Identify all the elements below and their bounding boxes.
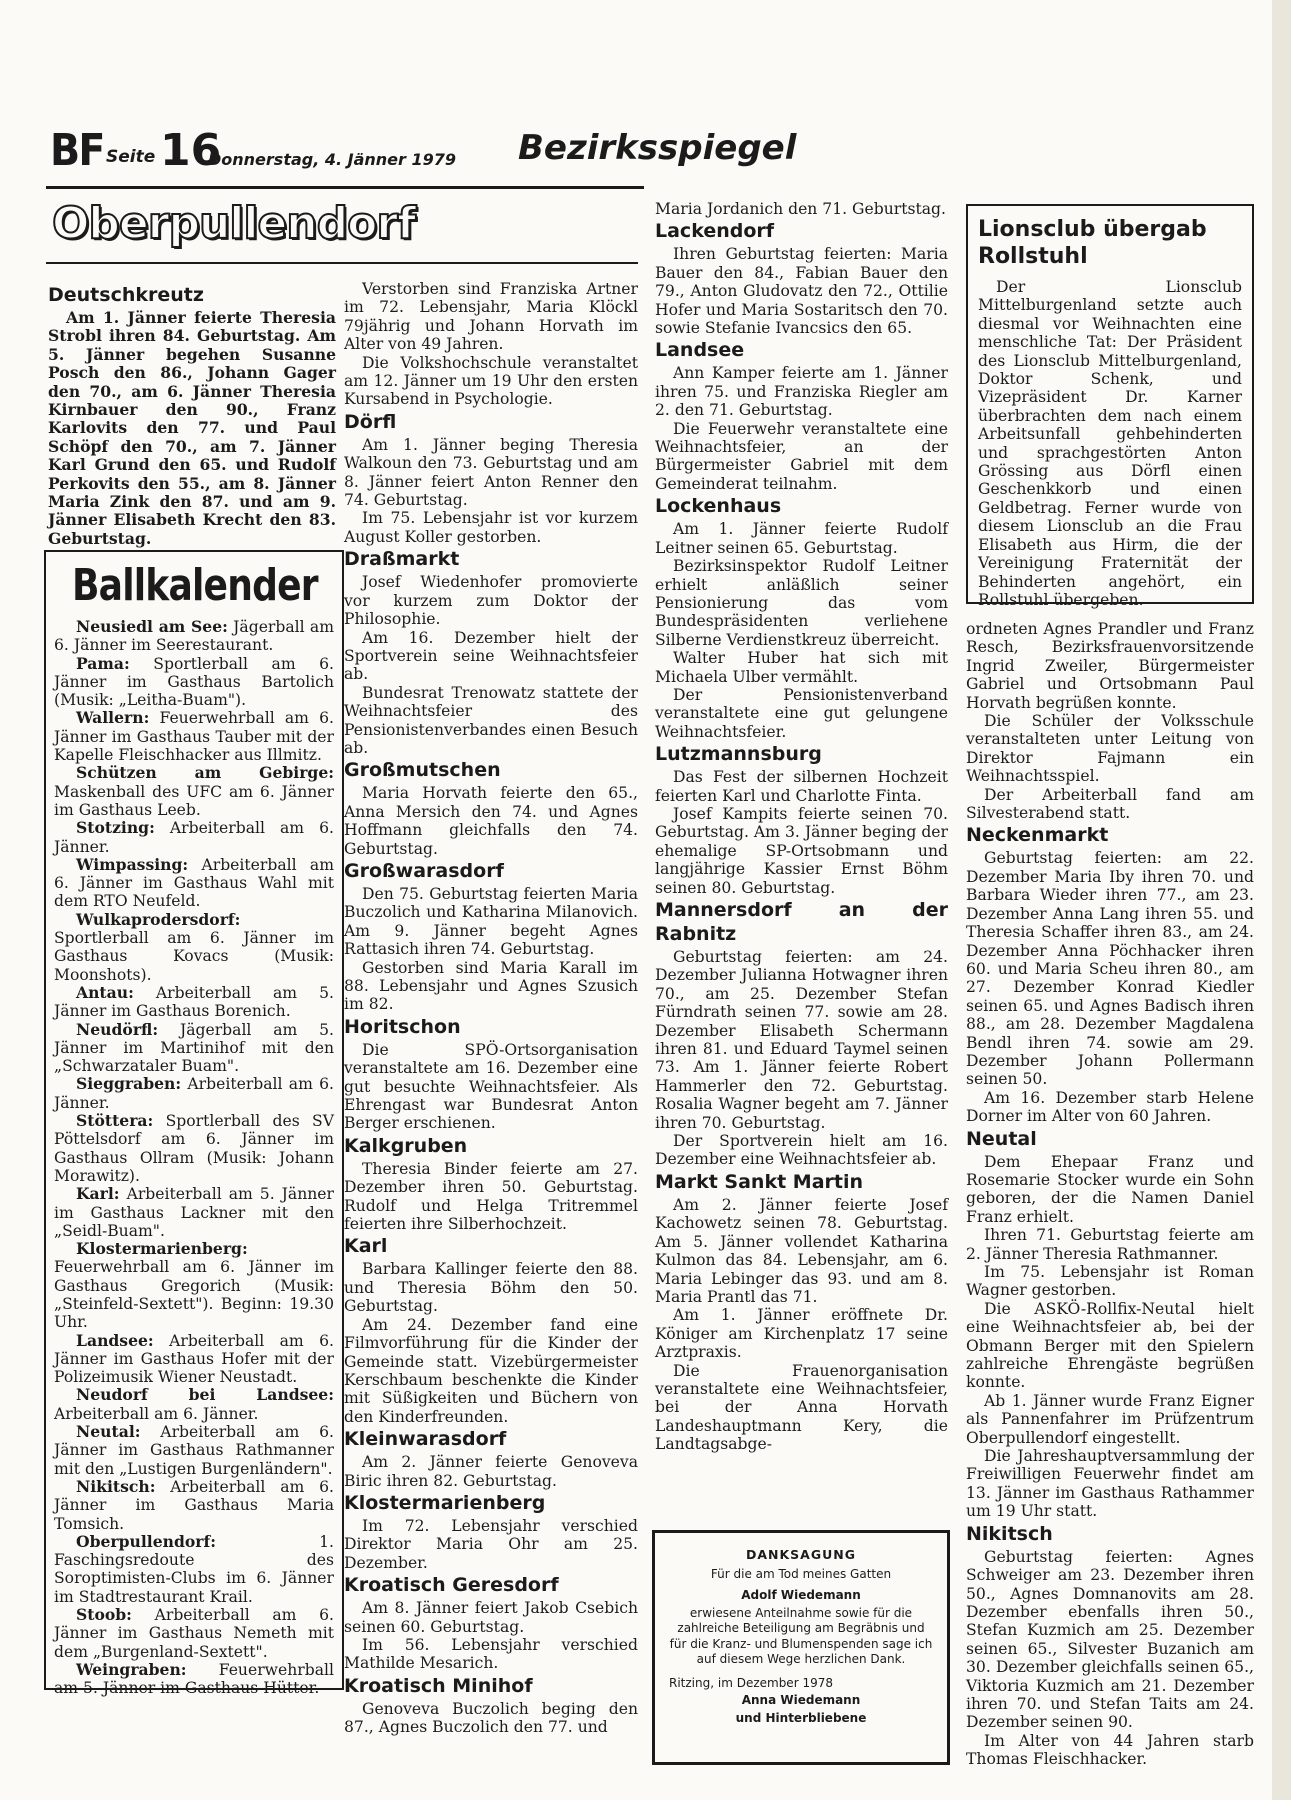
ballkalender-entry	[54, 1021, 334, 1076]
ballkalender-title: Ballkalender	[72, 560, 318, 611]
column-1-top	[48, 282, 336, 548]
heading-neutal: Neutal	[966, 1127, 1037, 1150]
ballkalender-details: Arbeiterball am 6. Jänner im Gasthaus Hofer mit der Polizeimusik Wiener Neustadt.	[54, 1331, 334, 1387]
paragraph: Im 75. Lebensjahr ist Roman Wagner gestorben.	[966, 1263, 1254, 1300]
ballkalender-entry	[54, 1661, 334, 1698]
paragraph: Die ASKÖ-Rollfix-Neutal hielt eine Weihnachtsfeier ab, bei der Obmann Berger mit den Spielern zahlreiche Ehrengäste begrüßen konnte.	[966, 1299, 1254, 1392]
paragraph: Am 8. Jänner feiert Jakob Csebich seinen 60. Geburtstag.	[344, 1599, 638, 1636]
lionsclub-title: Lionsclub übergab Rollstuhl	[978, 217, 1207, 269]
danksagung-line: Für die am Tod meines Gatten	[710, 1566, 892, 1581]
ballkalender-entry	[54, 1240, 334, 1331]
header-logo: BF	[50, 125, 104, 176]
ballkalender-place: Wallern:	[76, 708, 150, 728]
ballkalender-entry	[54, 764, 334, 819]
ballkalender-details: Feuerwehrball am 6. Jänner im Gasthaus Gregorich (Musik: „Steinfeld-Sextett"). Beginn: 19.30 Uhr.	[54, 1258, 334, 1332]
heading-horitschon: Horitschon	[344, 1015, 461, 1038]
paragraph: Im 56. Lebensjahr verschied Mathilde Mesarich.	[344, 1635, 638, 1673]
ballkalender-details: Sportlerball des SV Pöttelsdorf am 6. Jänner im Gasthaus Ollram (Musik: Johann Morawitz).	[54, 1112, 334, 1185]
paragraph: Im 75. Lebensjahr ist vor kurzem August Koller gestorben.	[344, 509, 638, 546]
header-page-number: 16	[160, 125, 222, 176]
column-2	[344, 280, 638, 1737]
heading-markt-sankt-martin: Markt Sankt Martin	[655, 1170, 864, 1193]
paragraph: Theresia Binder feierte am 27. Dezember ihren 50. Geburtstag. Rudolf und Helga Tritremmel feierten ihre Silberhochzeit.	[344, 1159, 638, 1234]
heading-drassmarkt: Draßmarkt	[344, 548, 460, 571]
paragraph: Das Fest der silbernen Hochzeit feierten Karl und Charlotte Finta.	[655, 768, 948, 805]
ballkalender-details: Sportlerball am 6. Jänner im Gasthaus Kovacs (Musik: Moonshots).	[54, 929, 334, 984]
paragraph: Die Volkshochschule veranstaltet am 12. Jänner um 19 Uhr den ersten Kursabend in Psychologie.	[344, 353, 638, 409]
heading-lackendorf: Lackendorf	[655, 220, 775, 243]
paragraph: Die Jahreshauptversammlung der Freiwilligen Feuerwehr findet am 13. Jänner im Gasthaus Rathammer um 19 Uhr statt.	[966, 1447, 1254, 1521]
ballkalender-entry	[54, 1606, 334, 1661]
ballkalender-details: Jägerball am 6. Jänner im Seerestaurant.	[54, 618, 334, 655]
ballkalender-place: Neudorf bei Landsee:	[76, 1385, 334, 1405]
heading-doerfl: Dörfl	[344, 410, 397, 433]
ballkalender-entry	[54, 1478, 334, 1533]
ballkalender-entry	[54, 1185, 334, 1240]
ballkalender-entry	[54, 819, 334, 856]
danksagung-title: DANKSAGUNG	[745, 1547, 856, 1562]
ballkalender-place: Neutal:	[76, 1422, 141, 1442]
paragraph: Geburtstag feierten: am 24. Dezember Julianna Hotwagner ihren 70., am 25. Dezember Stefan Fürndrath seinen 77. sowie am 28. Dezember Elisabeth Schermann ihren 81. und Eduard Taymel seinen 73. Am 1. Jänner feierte Robert Hammerler den 72. Geburtstag. Rosalia Wagner begeht am 7. Jänner ihren 70. Geburtstag.	[655, 948, 948, 1132]
ballkalender-place: Antau:	[76, 982, 134, 1002]
masthead-rule	[46, 262, 638, 264]
danksagung-signature: und Hinterbliebene	[735, 1710, 867, 1725]
paragraph: Gestorben sind Maria Karall im 88. Lebensjahr und Agnes Szusich im 82.	[344, 958, 638, 1014]
paragraph: Die SPÖ-Ortsorganisation veranstaltete am 16. Dezember eine gut besuchte Weihnachtsfeier. Als Ehrengast war Bundesrat Anton Berger erschienen.	[344, 1040, 638, 1133]
ballkalender-entry	[54, 618, 334, 655]
heading-klostermarienberg: Klostermarienberg	[344, 1491, 546, 1514]
paragraph: Ihren 71. Geburtstag feierte am 2. Jänner Theresia Rathmanner.	[966, 1226, 1254, 1263]
ballkalender-place: Neudörfl:	[76, 1019, 159, 1039]
danksagung-body: erwiesene Anteilnahme sowie für die zahlreiche Beteiligung am Begräbnis und für die Kranz- und Blumenspenden sage ich auf diesem Wege herzlichen Dank.	[669, 1605, 933, 1666]
ballkalender-place: Neusiedl am See:	[76, 617, 228, 636]
paragraph: Der Sportverein hielt am 16. Dezember eine Weihnachtsfeier ab.	[655, 1132, 948, 1169]
heading-kroatisch-geresdorf: Kroatisch Geresdorf	[344, 1574, 559, 1597]
ballkalender-details: 1. Faschingsredoute des Soroptimisten-Clubs im 6. Jänner im Stadtrestaurant Krail.	[54, 1532, 334, 1606]
page-edge	[1272, 0, 1291, 1800]
ballkalender-place: Wimpassing:	[76, 854, 189, 874]
ballkalender-entry	[54, 1423, 334, 1478]
paragraph: Dem Ehepaar Franz und Rosemarie Stocker wurde ein Sohn geboren, der die Namen Daniel Franz erhielt.	[966, 1152, 1254, 1226]
paragraph: Am 2. Jänner feierte Josef Kachowetz seinen 78. Geburtstag. Am 5. Jänner vollendet Katharina Kulmon das 84. Lebensjahr, am 6. Maria Lebinger das 93. und am 8. Maria Prantl das 71.	[655, 1195, 948, 1306]
heading-kleinwarasdorf: Kleinwarasdorf	[344, 1428, 507, 1451]
ballkalender-place: Klostermarienberg:	[76, 1239, 248, 1259]
paragraph: Den 75. Geburtstag feierten Maria Buczolich und Katharina Milanovich. Am 9. Jänner begeht Agnes Rattasich ihren 74. Geburtstag.	[344, 884, 638, 959]
ballkalender-details: Arbeiterball am 6. Jänner.	[54, 819, 334, 856]
paragraph: Bezirksinspektor Rudolf Leitner erhielt anläßlich seiner Pensionierung das vom Bundespräsidenten verliehene Silberne Verdienstkreuz überreicht.	[655, 557, 948, 649]
paragraph: Maria Horvath feierte den 65., Anna Mersich den 74. und Agnes Hoffmann gleichfalls den 74. Geburtstag.	[344, 784, 638, 858]
column-4	[966, 620, 1254, 1769]
heading-mannersdorf: Mannersdorf an der Rabnitz	[655, 899, 948, 945]
header-rule	[46, 186, 644, 189]
heading-nikitsch: Nikitsch	[966, 1522, 1053, 1545]
paragraph: Maria Jordanich den 71. Geburtstag.	[655, 200, 946, 218]
ballkalender-entry	[54, 984, 334, 1021]
danksagung-name: Adolf Wiedemann	[741, 1588, 861, 1602]
paragraph: ordneten Agnes Prandler und Franz Resch, Bezirksfrauenvorsitzende Ingrid Zweiler, Bürgermeister Gabriel und Ortsobmann Paul Horvath begrüßen konnte.	[966, 620, 1254, 712]
ballkalender-entry	[54, 1075, 334, 1112]
ballkalender-entry	[54, 1533, 334, 1606]
paragraph: Josef Wiedenhofer promovierte vor kurzem zum Doktor der Philosophie.	[344, 573, 638, 629]
paragraph: Am 1. Jänner feierte Rudolf Leitner seinen 65. Geburtstag.	[655, 520, 948, 557]
ballkalender-details: Arbeiterball am 6. Jänner im Gasthaus Rathmanner mit den „Lustigen Burgenländern".	[54, 1423, 334, 1478]
paragraph: Ab 1. Jänner wurde Franz Eigner als Pannenfahrer im Prüfzentrum Oberpullendorf eingestellt.	[966, 1391, 1254, 1447]
paragraph: Ann Kamper feierte am 1. Jänner ihren 75. und Franziska Riegler am 2. den 71. Geburtstag.	[655, 364, 948, 420]
header-section-title: Bezirksspiegel	[518, 128, 797, 168]
paragraph: Am 1. Jänner beging Theresia Walkoun den 73. Geburtstag und am 8. Jänner feiert Anton Renner den 74. Geburtstag.	[344, 435, 638, 510]
ballkalender-place: Weingraben:	[76, 1659, 187, 1679]
ballkalender-place: Wulkaprodersdorf:	[76, 909, 241, 929]
paragraph: Im 72. Lebensjahr verschied Direktor Maria Ohr am 25. Dezember.	[344, 1516, 638, 1572]
ballkalender-place: Karl:	[76, 1184, 120, 1204]
paragraph: Am 2. Jänner feierte Genoveva Biric ihren 82. Geburtstag.	[344, 1453, 638, 1490]
paragraph: Geburtstag feierten: am 22. Dezember Maria Iby ihren 70. und Barbara Wieder ihren 77., am 23. Dezember Anna Lang ihren 55. und Theresia Schaffer ihren 83., am 24. Dezember Anna Pöchhacker ihren 60. und Maria Scheu ihren 80., am 27. Dezember Konrad Kiedler seinen 65. und Agnes Badisch ihren 88., am 28. Dezember Magdalena Bendl ihren 74. sowie am 29. Dezember Johann Pollermann seinen 50.	[966, 849, 1254, 1089]
ballkalender-place: Stoob:	[76, 1605, 132, 1625]
paragraph: Geburtstag feierten: Agnes Schweiger am 23. Dezember ihren 50., Agnes Domnanovits am 28. Dezember ebenfalls ihren 50., Stefan Kuzmich am 25. Dezember seinen 65., Silvester Buzanich am 30. Dezember gleichfalls seinen 65., Viktoria Kuzmich am 21. Dezember ihren 70. und Stefan Taits am 24. Dezember seinen 90.	[966, 1547, 1254, 1732]
header-seite-label: Seite	[106, 147, 156, 167]
heading-neckenmarkt: Neckenmarkt	[966, 824, 1109, 847]
paragraph: Am 16. Dezember hielt der Sportverein seine Weihnachtsfeier ab.	[344, 628, 638, 684]
ballkalender-place: Sieggraben:	[76, 1074, 182, 1094]
article-deutschkreutz: Am 1. Jänner feierte Theresia Strobl ihren 84. Geburtstag. Am 5. Jänner begehen Susanne Posch den 86., Johann Gager den 70., am 6. Jänner Theresia Kirnbauer den 90., Franz Karlovits den 77. und Paul Schöpf den 70., am 7. Jänner Karl Grund den 65. und Rudolf Perkovits den 55., am 8. Jänner Maria Zink den 87. und am 9. Jänner Elisabeth Krecht den 83. Geburtstag.	[48, 308, 336, 548]
ballkalender-entry	[54, 1386, 334, 1423]
heading-kroatisch-minihof: Kroatisch Minihof	[344, 1674, 533, 1697]
ballkalender-details: Arbeiterball am 5. Jänner im Gasthaus Lackner mit den „Seidl-Buam".	[54, 1185, 334, 1240]
danksagung-signature: Anna Wiedemann	[741, 1693, 861, 1707]
ballkalender-details: Arbeiterball am 5. Jänner im Gasthaus Borenich.	[54, 983, 334, 1021]
paragraph: Die Frauenorganisation veranstaltete eine Weihnachtsfeier, bei der Anna Horvath Landeshauptmann Kery, die Landtagsabge-	[655, 1361, 948, 1454]
lionsclub-box	[966, 204, 1254, 609]
ballkalender-details: Feuerwehrball am 5. Jänner im Gasthaus Hütter.	[54, 1660, 334, 1698]
ballkalender-details: Maskenball des UFC am 6. Jänner im Gasthaus Leeb.	[54, 782, 334, 819]
ballkalender-place: Nikitsch:	[76, 1476, 156, 1496]
ballkalender-details: Feuerwehrball am 6. Jänner im Gasthaus Tauber mit der Kapelle Fleischhacker aus Illmitz.	[54, 709, 334, 765]
heading-kalkgruben: Kalkgruben	[344, 1134, 468, 1157]
heading-grosswarasdorf: Großwarasdorf	[344, 859, 504, 882]
ballkalender-entry	[54, 1112, 334, 1185]
ballkalender-entry	[54, 1332, 334, 1387]
ballkalender-place: Stöttera:	[76, 1111, 154, 1131]
ballkalender-place: Pama:	[76, 653, 130, 673]
heading-lutzmannsburg: Lutzmannsburg	[655, 743, 822, 766]
ballkalender-details: Arbeiterball am 6. Jänner im Gasthaus Wahl mit dem RTO Neufeld.	[54, 855, 334, 911]
paragraph: Im Alter von 44 Jahren starb Thomas Fleischhacker.	[966, 1731, 1254, 1769]
heading-landsee: Landsee	[655, 339, 745, 362]
ballkalender-place: Oberpullendorf:	[76, 1531, 216, 1551]
ballkalender-details: Arbeiterball am 6. Jänner im Gasthaus Nemeth mit dem „Burgenland-Sextett".	[54, 1606, 334, 1661]
ballkalender-place: Schützen am Gebirge:	[76, 763, 334, 783]
column-3	[655, 200, 948, 1454]
paragraph: Am 16. Dezember starb Helene Dorner im Alter von 60 Jahren.	[966, 1088, 1254, 1126]
ballkalender-details: Jägerball am 5. Jänner im Martinihof mit den „Schwarzataler Buam".	[54, 1020, 334, 1076]
ballkalender-entry	[54, 856, 334, 911]
ballkalender-place: Stotzing:	[76, 818, 155, 838]
paragraph: Am 24. Dezember fand eine Filmvorführung für die Kinder der Gemeinde statt. Vizebürgermeister Kerschbaum beschenkte die Kinder mit Süßigkeiten und Büchern von den Kinderfreunden.	[344, 1315, 638, 1426]
paragraph: Bundesrat Trenowatz stattete der Weihnachtsfeier des Pensionistenverbandes einen Besuch ab.	[344, 683, 638, 757]
ballkalender-entry	[54, 709, 334, 764]
ballkalender-entry	[54, 655, 334, 710]
ballkalender-place: Landsee:	[76, 1330, 154, 1350]
ballkalender-list	[54, 618, 334, 1698]
danksagung-notice	[652, 1530, 950, 1765]
paragraph: Die Feuerwehr veranstaltete eine Weihnachtsfeier, an der Bürgermeister Gabriel mit dem Gemeinderat teilnahm.	[655, 419, 948, 493]
ballkalender-details: Arbeiterball am 6. Jänner.	[54, 1075, 334, 1112]
paragraph: Barbara Kallinger feierte den 88. und Theresia Böhm den 50. Geburtstag.	[344, 1260, 638, 1316]
paragraph: Walter Huber hat sich mit Michaela Ulber vermählt.	[655, 649, 948, 686]
heading-karl: Karl	[344, 1235, 388, 1258]
paragraph: Josef Kampits feierte seinen 70. Geburtstag. Am 3. Jänner beging der ehemalige SP-Ortsobmann und langjährige Kassier Ernst Böhm seinen 80. Geburtstag.	[655, 804, 948, 897]
ballkalender-details: Arbeiterball am 6. Jänner im Gasthaus Maria Tomsich.	[54, 1477, 334, 1533]
heading-grossmutschen: Großmutschen	[344, 759, 501, 782]
ballkalender-details: Sportlerball am 6. Jänner im Gasthaus Bartolich (Musik: „Leitha-Buam").	[54, 654, 334, 710]
heading-deutschkreutz: Deutschkreutz	[48, 284, 204, 306]
paragraph: Die Schüler der Volksschule veranstalteten unter Leitung von Direktor Fajmann ein Weihnachtsspiel.	[966, 712, 1254, 786]
danksagung-place-date: Ritzing, im Dezember 1978	[669, 1675, 833, 1690]
paragraph: Am 1. Jänner eröffnete Dr. Königer am Kirchenplatz 17 seine Arztpraxis.	[655, 1306, 948, 1362]
ballkalender-box	[44, 550, 344, 1698]
lionsclub-text: Der Lionsclub Mittelburgenland setzte auch diesmal vor Weihnachten eine menschliche Tat: Der Präsident des Lionsclub Mittelburgenland, Doktor Schenk, und Vizepräsident Dr. Karner überbrachten dem nach einem Arbeitsunfall gehbehinderten und sprachgestörten Anton Grössing aus Dörfl einen Geschenkkorb und einen Geldbetrag. Ferner wurde von diesem Lionsclub an die Frau Elisabeth aus Hirm, die der Vereinigung Fraternität der Behinderten angehört, ein Rollstuhl übergeben.	[978, 278, 1242, 609]
heading-lockenhaus: Lockenhaus	[655, 495, 782, 518]
paragraph: Verstorben sind Franziska Artner im 72. Lebensjahr, Maria Klöckl 79jährig und Johann Horvath im Alter von 49 Jahren.	[344, 280, 638, 354]
paragraph: Der Arbeiterball fand am Silvesterabend statt.	[966, 785, 1254, 823]
ballkalender-details: Arbeiterball am 6. Jänner.	[54, 1404, 259, 1423]
paragraph: Genoveva Buczolich beging den 87., Agnes Buczolich den 77. und	[344, 1699, 638, 1737]
ballkalender-entry	[54, 911, 334, 984]
paragraph: Ihren Geburtstag feierten: Maria Bauer den 84., Fabian Bauer den 79., Anton Gludovatz den 72., Ottilie Hofer und Maria Sostaritsch den 70. sowie Stefanie Ivancsics den 65.	[655, 245, 948, 338]
header-date: Donnerstag, 4. Jänner 1979	[208, 150, 457, 169]
paragraph: Der Pensionistenverband veranstaltete eine gut gelungene Weihnachtsfeier.	[655, 685, 948, 741]
district-masthead: Oberpullendorf	[52, 198, 416, 249]
